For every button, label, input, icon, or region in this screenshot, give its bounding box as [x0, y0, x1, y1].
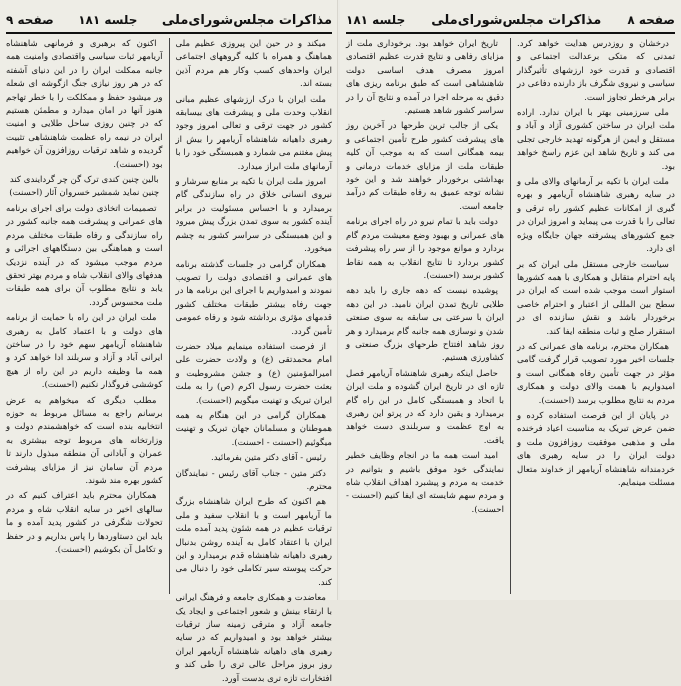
- right-page-number: صفحه ۸: [627, 13, 675, 27]
- paragraph: پوشیده نیست که دهه جاری را باید دهه طلایی تاریخ تمدن ایران نامید. در این دهه ایران با سرعتی بی سابقه به سوی صنعتی شدن و نوسازی همه جانبه گام برمیدارد و هر روز شاهد افتتاح طرحهای بزرگ صنعتی و کشاورزی هستیم.: [346, 286, 504, 364]
- paragraph: همکاران گرامی در این هنگام به همه هموطنان و مسلمانان جهان تبریک و تهنیت میگوئیم (احسنت - احسنت).: [175, 410, 332, 448]
- left-page-header: [6, 8, 332, 34]
- right-page-columns: [346, 38, 675, 594]
- paragraph: تاریخ ایران خواهد بود. برخوداری ملت از مزایای رفاهی و نتایج قدرت عظیم اقتصادی امروز مصرف هدف اساسی دولت شاهنشاهی است که طبق برنامه ریزی های دقیق به مرحله اجرا در آمده و نتایج آن را در سراسر کشور شاهد هستیم.: [346, 39, 504, 117]
- paragraph: همکاران محترم باید اعتراف کنیم که در سالهای اخیر در سایه انقلاب شاه و مردم تحولات شگرفی در کشور پدید آمده و ما باید این دستاوردها را پاس بداریم و در حفظ و تکامل آن بکوشیم (احسنت).: [6, 491, 163, 556]
- paragraph: حاصل اینکه رهبری شاهنشاه آریامهر فصل تازه ای در تاریخ ایران گشوده و ملت ایران با اتحاد و همبستگی کامل در این راه گام برمیدارد و یقین دارد که در پرتو این رهبری به اوج عظمت و سربلندی دست خواهد یافت.: [346, 368, 504, 446]
- left-page-columns: [6, 38, 332, 684]
- left-page-title: مذاکرات مجلس‌شورای‌ملی: [161, 12, 332, 28]
- paragraph: همکاران محترم، برنامه های عمرانی که در جلسات اخیر مورد تصویب قرار گرفت گامی مؤثر در جهت تأمین رفاه همگانی است و امیدواریم با همت والای دولت و همکاری مردم به نتایج مطلوب برسد (احسنت).: [517, 341, 675, 406]
- paragraph: میکند و در حین این پیروزی عظیم ملی هماهنگ و همراه با کلیه گروههای اجتماعی ایران واحدهای کسب وکار هم مردم آذین بسته اند.: [175, 39, 332, 90]
- paragraph: اکنون که برهبری و فرمانهی شاهنشاه آریامهر ثبات سیاسی واقتصادی وامنیت همه جانبه ممکلت ایران را در این دنیای آشفته که در هر روز نیازی جنگ ازگوشه ای شعله ور میشود حفظ و ممکلکت را با خطر تهاجم هنوز آنها در امان میدارد و مطمئن هستیم که در چنین روزی ساحل طلایی و امنیت ایران در نیمه راه عظمت شاهنشاهی تثبیت گردیده و شاهد ترقیات روزافزون آن خواهیم بود (احسنت).: [6, 39, 163, 170]
- left-page: [0, 0, 338, 684]
- paragraph: ملت ایران در این راه با حمایت از برنامه های دولت و با اعتماد کامل به رهبری شاهنشاه آریامهر سهم خود را در ساختن ایرانی آباد و آزاد و سربلند ادا خواهد کرد و همه ما وظیفه داریم در این راه از هیچ کوششی فروگذار نکنیم (احسنت).: [6, 313, 163, 391]
- paragraph: در پایان از این فرصت استفاده کرده و ضمن عرض تبریک به مناسبت اعیاد فرخنده ملی و مذهبی موفقیت روزافزون ملت و دولت ایران را در سایه رهبری های خردمندانه شاهنشاه آریامهر از خداوند متعال مسئلت مینمایم.: [517, 410, 675, 488]
- right-page-header: [346, 8, 675, 34]
- right-page: [340, 0, 681, 600]
- paragraph: یکی از جالب ترین طرحها در آخرین روز های پیشرفت کشور طرح تأمین اجتماعی و بیمه همگانی است که به موجب آن کلیه طبقات ملت از مزایای خدمات درمانی و بهداشتی برخوردار خواهند شد و این خود نشانه توجه عمیق به رفاه طبقات کم درآمد جامعه است.: [346, 121, 504, 212]
- right-page-session: جلسه ۱۸۱: [346, 13, 406, 27]
- paragraph: از فرصت استفاده مینمایم میلاد حضرت امام محمدتقی (ع) و ولادت حضرت علی امیرالمؤمنین (ع) و جشن مشروطیت و بعثت حضرت رسول اکرم (ص) را به ملت ایران تبریک و تهنیت میگویم (احسنت).: [175, 341, 332, 406]
- verse: بالین چنین کندی ترک گن چر گردایندی کند چنین نماید شمشیر خسروان آثار (احسنت): [9, 175, 160, 199]
- left-page-left-column: [6, 38, 163, 594]
- speaker-line: دکتر متین - جناب آقای رئیس - نمایندگان محترم.: [175, 468, 332, 492]
- paragraph: همکاران گرامی در جلسات گذشته برنامه های عمرانی و اقتصادی دولت را تصویب نمودند و امیدواریم با اجرای این برنامه ها در جهت رفاه بیشتر طبقات مختلف کشور قدمهای مؤثری برداشته شود و رفاه عمومی تأمین گردد.: [175, 259, 332, 337]
- paragraph: تصمیمات اتخاذی دولت برای اجرای برنامه های عمرانی و پیشرفت همه جانبه کشور در راه سازندگی و رفاه طبقات مختلف مردم است و هماهنگی بین دستگاههای اجرائی و مردم موجب میشود که در آینده نزدیک هدفهای والای انقلاب شاه و مردم بهتر تحقق یابد و نتایج مطلوب آن برای همه طبقات ملت محسوس گردد.: [6, 203, 163, 308]
- left-page-session: جلسه ۱۸۱: [78, 13, 138, 27]
- paragraph: سیاست خارجی مستقل ملی ایران که بر پایه احترام متقابل و همکاری با همه کشورها استوار است موجب شده است که ایران در سطح بین المللی از اعتبار و احترام خاصی برخوردار باشد و نقش سازنده ای در استقرار صلح و ثبات منطقه ایفا کند.: [517, 259, 675, 337]
- paragraph: دولت باید با تمام نیرو در راه اجرای برنامه های عمرانی و بهبود وضع معیشت مردم گام بردارد و موانع موجود را از سر راه پیشرفت کشور بردارد تا نتایج انقلاب به همه نقاط کشور برسد (احسنت).: [346, 217, 504, 281]
- left-page-right-column: [175, 38, 333, 684]
- paragraph: امروز ملت ایران با تکیه بر منابع سرشار و نیروی انسانی خلاق در راه سازندگی گام برمیدارد و با احساس مسئولیت در برابر آینده کشور به سوی تمدن بزرگ پیش میرود و این همبستگی در سراسر کشور به چشم میخورد.: [175, 177, 332, 255]
- paragraph: ملت ایران با تکیه بر آرمانهای والای ملی و در سایه رهبری شاهنشاه آریامهر و بهره گیری از امکانات عظیم کشور راه ترقی و تعالی را با قدرت می پیماید و امروز ایران در جمع کشورهای پیشرفته جهان جایگاه ویژه ای دارد.: [517, 177, 675, 255]
- paragraph: مطلب دیگری که میخواهم به عرض برسانم راجع به مسائل مربوط به حوزه انتخابیه بنده است که خواهشمندم دولت و وزارتخانه های مربوط توجه بیشتری به عمران و آبادانی آن منطقه مبذول دارند تا مردم آن سامان نیز از مزایای پیشرفت کشور بهره مند شوند.: [6, 395, 163, 486]
- speaker-line: رئیس - آقای دکتر متین بفرمائید.: [210, 453, 326, 464]
- left-page-number: صفحه ۹: [6, 13, 54, 27]
- paragraph: هم اکنون که طرح ایران شاهنشاه بزرگ ما آریامهر است و با انقلاب سفید و ملی ترقیات عظیم در همه شئون پدید آمده ملت ایران با اعتقاد کامل به آینده روشن بدنبال رهبری داهیانه شاهنشاه قدم برمیدارد و این حرکت پیوسته سیر تکاملی خود را دنبال می کند.: [175, 497, 332, 588]
- column-divider: [510, 38, 511, 594]
- paragraph: ملت ایران با درک ارزشهای عظیم مبانی انقلاب وحدت ملی و پیشرفت های بیسابقه کشور در جهت ترقی و تعالی امروز وجود رهبری داهیانه شاهنشاه آریامهر را بیش از پیش مغتنم می شمارد و همبستگی خود را با آرمانهای ملت ابراز میدارد.: [175, 94, 332, 172]
- right-page-title: مذاکرات مجلس‌شورای‌ملی: [431, 12, 602, 28]
- paragraph: ملی سرزمینی بهتر با ایران ندارد. اراده ملت ایران در ساختن کشوری آزاد و آباد و مستقل و ایمن از هرگونه تهدید خارجی تجلی می کند و تاریخ شاهد این عزم راسخ خواهد بود.: [517, 108, 675, 172]
- right-page-left-column: [346, 38, 504, 594]
- column-divider: [169, 38, 170, 594]
- right-page-right-column: [517, 38, 675, 594]
- paragraph: درخشان و روزدرس هدایت خواهد کرد. تمدنی که متکی برعدالت اجتماعی و اقتصادی و قدرت خود ارزشهای تأثیرگذار سیاسی و نیروی شگرف باز دارنده دفاعی در برابر هرخطر تجاوز است.: [517, 39, 675, 103]
- paragraph: امید است همه ما در انجام وظایف خطیر نمایندگی خود موفق باشیم و بتوانیم در خدمت به مردم و پیشبرد اهداف انقلاب شاه و مردم سهم شایسته ای ایفا کنیم (احسنت - احسنت).: [346, 451, 504, 515]
- paragraph: معاضدت و همکاری جامعه و فرهنگ ایرانی با ارتقاء بینش و شعور اجتماعی و ایجاد یک جامعه آزاد و مترقی زمینه ساز ترقیات بیشتر خواهد بود و امیدواریم که در سایه رهبری های داهیانه شاهنشاه آریامهر ایران روز بروز مراحل عالی تری را طی کند و افتخارات تازه تری بدست آورد.: [175, 593, 332, 684]
